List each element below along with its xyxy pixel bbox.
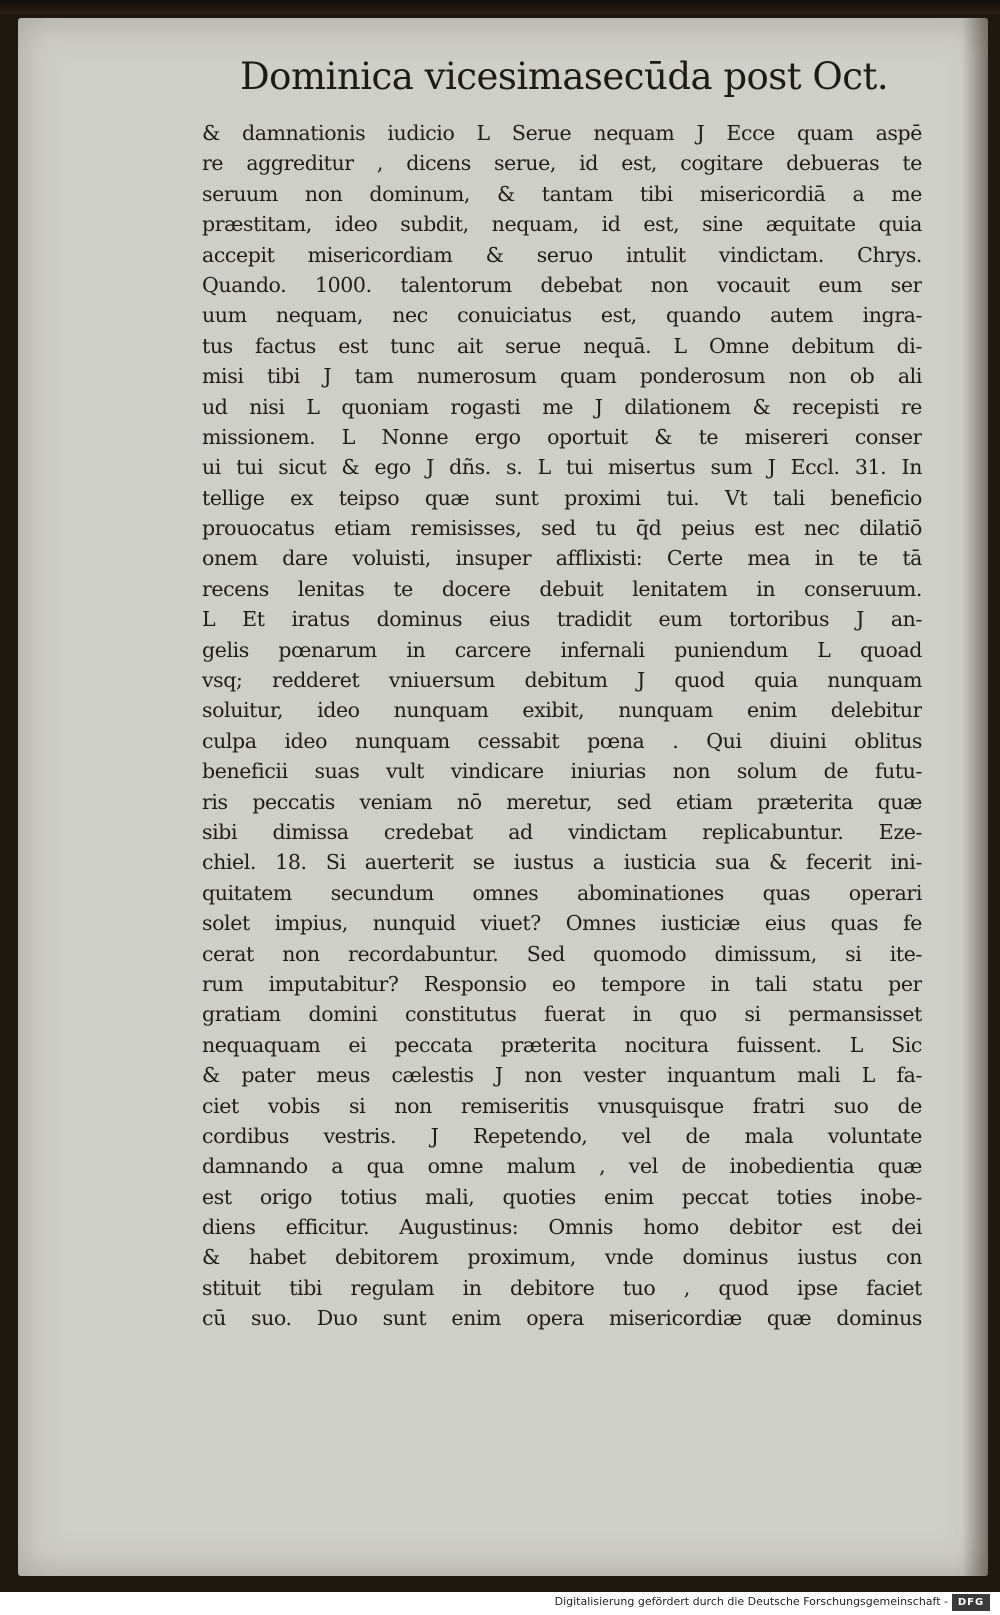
book-edge [0,0,1000,14]
text-line: uum nequam, nec conuiciatus est, quando autem ingra- [202,303,922,328]
text-line: soluitur, ideo nunquam exibit, nunquam enim delebitur [202,698,922,723]
text-line: ud nisi L quoniam rogasti me J dilationem & recepisti re [202,394,922,419]
page-gutter-shadow [962,18,988,1576]
text-line: ui tui sicut & ego J dñs. s. L tui misertus sum J Eccl. 31. In [202,455,922,480]
text-line: præstitam, ideo subdit, nequam, id est, sine æquitate quia [202,212,922,237]
text-line: Quando. 1000. talentorum debebat non vocauit eum ser [202,272,922,297]
text-line: damnando a qua omne malum , vel de inobedientia quæ [202,1154,922,1179]
running-head: Dominica vicesimasecūda post Oct. [240,55,889,98]
funding-credit: Digitalisierung gefördert durch die Deutsche Forschungsgemeinschaft - [554,1595,948,1608]
text-line: est origo totius mali, quoties enim peccat toties inobe- [202,1184,922,1209]
body-text [202,118,922,1334]
text-line: ris peccatis veniam nō meretur, sed etiam præterita quæ [202,789,922,814]
text-line: sibi dimissa credebat ad vindictam replicabuntur. Eze- [202,819,922,844]
text-line: nequaquam ei peccata præterita nocitura fuissent. L Sic [202,1032,922,1057]
text-line: missionem. L Nonne ergo oportuit & te misereri conser [202,424,922,449]
text-line: tellige ex teipso quæ sunt proximi tui. Vt tali beneficio [202,485,922,510]
text-line: vsq; redderet vniuersum debitum J quod quia nunquam [202,668,922,693]
text-line: gelis pœnarum in carcere infernali puniendum L quoad [202,637,922,662]
footer-bar [0,1592,1000,1615]
dfg-logo: DFG [952,1594,990,1611]
text-line: beneficii suas vult vindicare iniurias non solum de futu- [202,759,922,784]
text-line: recens lenitas te docere debuit lenitatem in conseruum. [202,576,922,601]
text-line: & pater meus cælestis J non vester inquantum mali L fa- [202,1063,922,1088]
text-line: rum imputabitur? Responsio eo tempore in tali statu per [202,971,922,996]
text-line: L Et iratus dominus eius tradidit eum tortoribus J an- [202,607,922,632]
text-line: quitatem secundum omnes abominationes quas operari [202,880,922,905]
text-line: seruum non dominum, & tantam tibi misericordiā a me [202,181,922,206]
text-line: accepit misericordiam & seruo intulit vindictam. Chrys. [202,242,922,267]
text-line: solet impius, nunquid viuet? Omnes iusticiæ eius quas fe [202,911,922,936]
text-line: tus factus est tunc ait serue nequā. L Omne debitum di- [202,333,922,358]
text-line: & damnationis iudicio L Serue nequam J Ecce quam aspē [202,121,922,145]
text-line: & habet debitorem proximum, vnde dominus iustus con [202,1245,922,1270]
text-line: re aggreditur , dicens serue, id est, cogitare debueras te [202,151,922,176]
text-line: onem dare voluisti, insuper afflixisti: Certe mea in te tā [202,546,922,571]
text-line: culpa ideo nunquam cessabit pœna . Qui diuini oblitus [202,728,922,753]
text-line: diens efficitur. Augustinus: Omnis homo debitor est dei [202,1215,922,1240]
text-line: cordibus vestris. J Repetendo, vel de mala voluntate [202,1123,922,1148]
text-line: cū suo. Duo sunt enim opera misericordiæ quæ dominus [202,1306,922,1331]
text-line: cerat non recordabuntur. Sed quomodo dimissum, si ite- [202,941,922,966]
text-line: stituit tibi regulam in debitore tuo , quod ipse faciet [202,1275,922,1300]
text-line: prouocatus etiam remisisses, sed tu q̄d peius est nec dilatiō [202,516,922,541]
text-line: gratiam domini constitutus fuerat in quo si permansisset [202,1002,922,1027]
text-line: ciet vobis si non remiseritis vnusquisque fratri suo de [202,1093,922,1118]
text-line: chiel. 18. Si auerterit se iustus a iusticia sua & fecerit ini- [202,850,922,875]
text-line: misi tibi J tam numerosum quam ponderosum non ob ali [202,364,922,389]
